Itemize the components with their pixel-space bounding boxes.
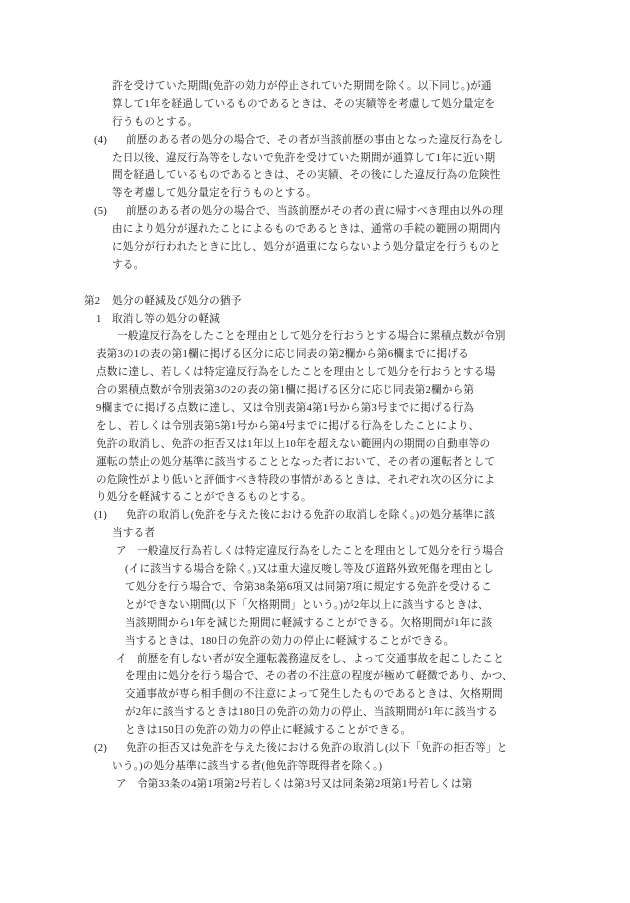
text-line <box>0 489 630 507</box>
text-line <box>0 454 630 472</box>
line-text: 許を受けていた期間(免許の効力が停止されていた期間を除く。以下同じ。)が通 <box>112 81 492 92</box>
line-marker: ア <box>116 546 127 558</box>
line-text: をし、若しくは令別表第5第1号から第4号までに掲げる行為をしたことにより、 <box>96 420 480 432</box>
line-text: する。 <box>112 259 145 271</box>
line-text: 由により処分が遅れたことによるものであるときは、通常の手続の範囲の期間内 <box>112 224 501 236</box>
text-line <box>0 293 630 311</box>
line-text: 一般違反行為をしたことを理由として処分を行おうとする場合に累積点数が令別 <box>117 331 506 343</box>
text-line <box>0 257 630 275</box>
line-text: 合の累積点数が令別表第3の2の表の第1欄に掲げる区分に応じ同表第2欄から第 <box>96 385 475 397</box>
text-line <box>0 185 630 203</box>
line-text: 取消し等の処分の軽減 <box>112 313 220 325</box>
text-line <box>0 221 630 239</box>
line-marker: イ <box>116 653 127 665</box>
line-marker: 1 <box>96 313 102 325</box>
line-text: 間を経過しているものであるときは、その実績、その後にした違反行為の危険性 <box>112 170 501 182</box>
text-line <box>0 150 630 168</box>
text-line <box>0 167 630 185</box>
text-line <box>0 507 630 525</box>
text-line <box>0 472 630 490</box>
line-marker: ア <box>116 778 127 790</box>
line-marker: (2) <box>94 742 107 754</box>
line-marker: (4) <box>94 134 107 146</box>
text-line <box>0 740 630 758</box>
line-text: いう。)の処分基準に該当する者(他免許等既得者を除く。) <box>112 760 383 772</box>
line-text: 一般違反行為若しくは特定違反行為をしたことを理由として処分を行う場合 <box>137 546 504 558</box>
text-line <box>0 758 630 776</box>
document-body <box>0 78 630 794</box>
text-line <box>0 364 630 382</box>
text-line <box>0 239 630 257</box>
line-text: 当するときは、180日の免許の効力の停止に軽減することができる。 <box>125 635 455 647</box>
line-text: を理由に処分を行う場合で、その者の不注意の程度が極めて軽微であり、かつ、 <box>125 671 513 683</box>
line-text: 点数に達し、若しくは特定違反行為をしたことを理由として処分を行おうとする場 <box>96 367 496 379</box>
line-text: 免許の取消し(免許を与えた後における免許の取消しを除く。)の処分基準に該 <box>126 510 495 522</box>
text-line <box>0 704 630 722</box>
text-line <box>0 597 630 615</box>
line-text: 令第33条の4第1項第2号若しくは第3号又は同条第2項第1号若しくは第 <box>137 778 473 790</box>
text-line <box>0 418 630 436</box>
line-text: り処分を軽減することができるものとする。 <box>96 492 312 504</box>
line-text: 当該期間から1年を減じた期間に軽減することができる。欠格期間が1年に該 <box>125 617 493 629</box>
text-line <box>0 114 630 132</box>
line-text: 表第3の1の表の第1欄に掲げる区分に応じ同表の第2欄から第6欄までに掲げる <box>96 349 469 361</box>
blank-line <box>0 275 630 293</box>
line-text: 前歴のある者の処分の場合で、その者が当該前歴の事由となった違反行為をし <box>126 134 504 146</box>
text-line <box>0 203 630 221</box>
line-marker: (5) <box>94 206 107 218</box>
text-line <box>0 382 630 400</box>
line-text: ときは150日の免許の効力の停止に軽減することができる。 <box>125 725 412 737</box>
line-text: 9欄までに掲げる点数に達し、又は令別表第4第1号から第3号までに掲げる行為 <box>96 403 475 415</box>
line-text: た日以後、違反行為等をしないで免許を受けていた期間が通算して1年に近い期 <box>112 152 496 164</box>
line-text: 前歴のある者の処分の場合で、当該前歴がその者の責に帰すべき理由以外の理 <box>126 206 504 218</box>
text-line <box>0 668 630 686</box>
text-line <box>0 776 630 794</box>
line-marker: (1) <box>94 510 107 522</box>
text-line <box>0 651 630 669</box>
line-text: (イに該当する場合を除く。)又は重大違反唆し等及び道路外致死傷を理由とし <box>125 564 494 576</box>
line-text: 免許の拒否又は免許を与えた後における免許の取消し(以下「免許の拒否等」と <box>126 742 508 754</box>
line-text: とができない期間(以下「欠格期間」という。)が2年以上に該当するときは、 <box>125 599 489 611</box>
line-text: 処分の軽減及び処分の猶予 <box>112 295 242 307</box>
line-text: 算して1年を経過しているものであるときは、その実績等を考慮して処分量定を <box>112 98 496 110</box>
line-text: 当する者 <box>112 528 156 540</box>
text-line <box>0 543 630 561</box>
text-line <box>0 311 630 329</box>
text-line <box>0 328 630 346</box>
line-text: 前歴を有しない者が安全運転義務違反をし、よって交通事故を起こしたこと <box>137 653 504 665</box>
text-line <box>0 579 630 597</box>
text-line <box>0 96 630 114</box>
text-line <box>0 436 630 454</box>
text-line <box>0 561 630 579</box>
line-text: 等を考慮して処分量定を行うものとする。 <box>112 188 318 200</box>
line-text: て処分を行う場合で、令第38条第6項又は同第7項に規定する免許を受けるこ <box>125 581 493 593</box>
line-text: 免許の取消し、免許の拒否又は1年以上10年を超えない範囲内の期間の自動車等の <box>96 438 491 450</box>
line-text: の危険性がより低いと評価すべき特段の事情があるときは、それぞれ次の区分によ <box>96 474 496 486</box>
text-line <box>0 615 630 633</box>
text-line <box>0 400 630 418</box>
line-text: に処分が行われたときに比し、処分が過重にならないよう処分量定を行うものと <box>112 242 501 254</box>
text-line <box>0 722 630 740</box>
text-line <box>0 525 630 543</box>
text-line <box>0 633 630 651</box>
text-line <box>0 78 630 96</box>
line-text: 交通事故が専ら相手側の不注意によって発生したものであるときは、欠格期間 <box>125 689 503 701</box>
text-line <box>0 346 630 364</box>
line-text: 運転の禁止の処分基準に該当することとなった者において、その者の運転者として <box>96 456 496 468</box>
line-marker: 第2 <box>84 295 101 307</box>
line-text: が2年に該当するときは180日の免許の効力の停止、当該期間が1年に該当する <box>125 707 498 719</box>
text-line <box>0 132 630 150</box>
text-line <box>0 686 630 704</box>
line-text: 行うものとする。 <box>112 116 199 128</box>
